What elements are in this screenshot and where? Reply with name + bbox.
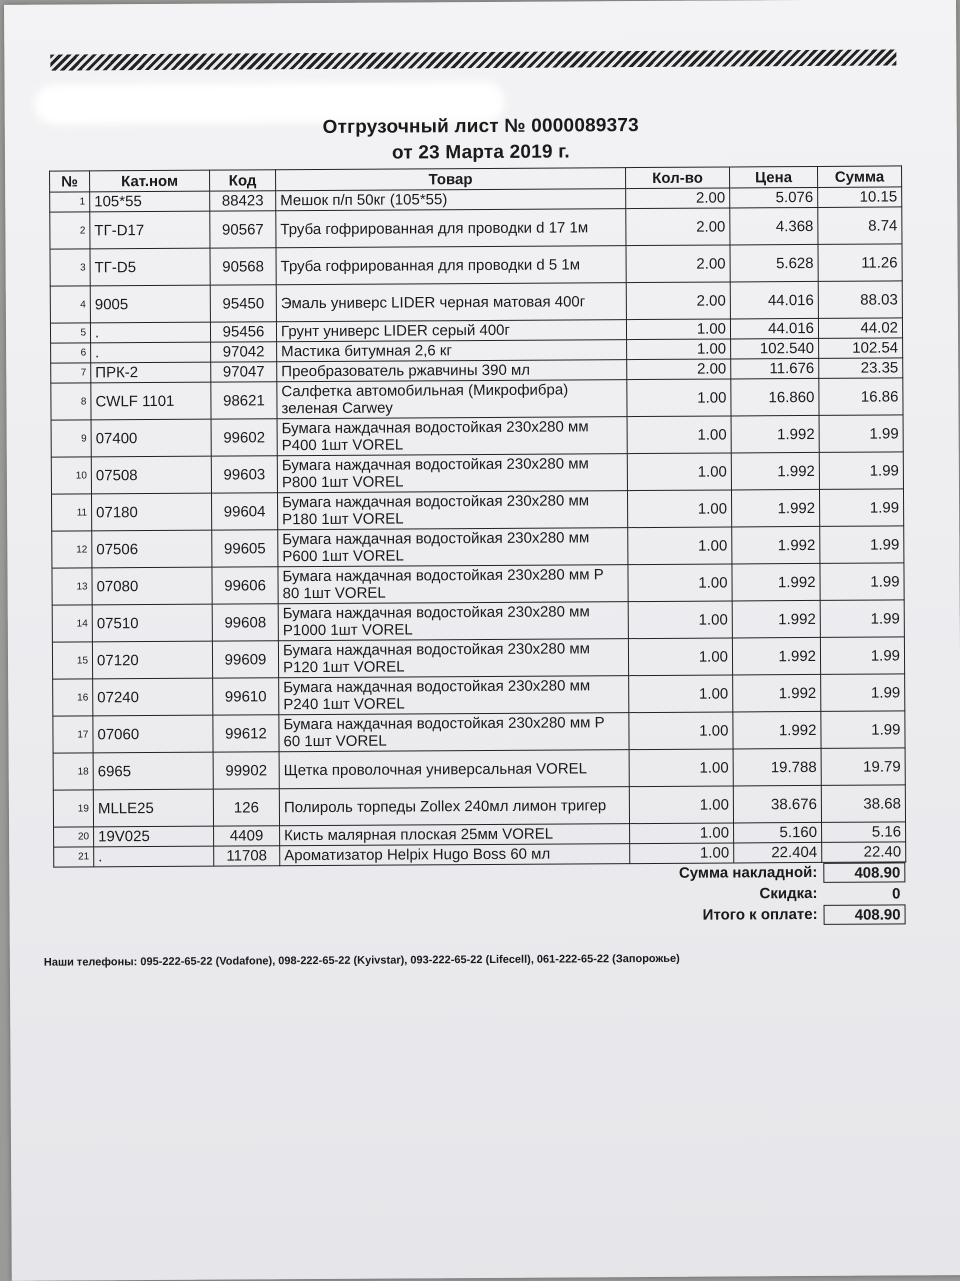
- row-sum-cell: 8.74: [818, 207, 902, 245]
- row-num-cell: 5: [50, 323, 90, 343]
- row-name-cell: Эмаль универс LIDER черная матовая 400г: [276, 283, 626, 322]
- row-num-cell: 20: [54, 827, 94, 847]
- row-cat-cell: ТГ-D17: [90, 211, 210, 249]
- row-cat-cell: 07508: [91, 456, 211, 494]
- row-code-cell: 99610: [213, 678, 279, 715]
- row-sum-cell: 10.15: [818, 187, 902, 208]
- row-name-cell: Преобразователь ржавчины 390 мл: [277, 360, 627, 382]
- row-name-cell: Салфетка автомобильная (Микрофибра) зеленая Carwey: [277, 380, 627, 419]
- row-sum-cell: 1.99: [821, 674, 905, 712]
- row-cat-cell: 6965: [93, 752, 213, 790]
- row-price-cell: 38.676: [733, 785, 821, 823]
- row-name-cell: Кисть малярная плоская 25мм VOREL: [280, 824, 630, 846]
- row-cat-cell: 07060: [93, 715, 213, 753]
- row-sum-cell: 19.79: [821, 748, 905, 786]
- row-qty-cell: 1.00: [629, 675, 733, 713]
- row-qty-cell: 1.00: [627, 379, 731, 417]
- row-name-cell: Бумага наждачная водостойкая 230х280 мм P 60 1шт VOREL: [279, 713, 629, 752]
- row-code-cell: 99612: [213, 715, 279, 752]
- document-sheet: [4, 0, 960, 1281]
- row-name-cell: Мешок п/п 50кг (105*55): [276, 189, 626, 211]
- row-qty-cell: 1.00: [628, 638, 732, 676]
- row-price-cell: 1.992: [733, 711, 821, 749]
- row-cat-cell: 07400: [91, 419, 211, 457]
- row-num-cell: 18: [53, 753, 93, 790]
- row-name-cell: Бумага наждачная водостойкая 230х280 мм P800 1шт VOREL: [277, 454, 627, 493]
- row-sum-cell: 1.99: [820, 563, 904, 601]
- row-code-cell: 90567: [210, 211, 276, 248]
- row-qty-cell: 1.00: [628, 527, 732, 565]
- row-price-cell: 5.628: [730, 244, 818, 282]
- row-name-cell: Бумага наждачная водостойкая 230х280 мм P600 1шт VOREL: [278, 528, 628, 567]
- row-sum-cell: 11.26: [818, 244, 902, 282]
- row-cat-cell: 07240: [93, 678, 213, 716]
- row-price-cell: 1.992: [732, 600, 820, 638]
- row-sum-cell: 16.86: [819, 378, 903, 416]
- table-row: [51, 452, 903, 494]
- row-sum-cell: 23.35: [819, 358, 903, 379]
- row-num-cell: 11: [51, 494, 91, 531]
- row-code-cell: 4409: [214, 826, 280, 846]
- row-name-cell: Грунт универс LIDER серый 400г: [276, 320, 626, 342]
- row-sum-cell: 44.02: [818, 318, 902, 339]
- row-num-cell: 7: [51, 363, 91, 383]
- document-date: от 23 Марта 2019 г.: [391, 141, 570, 164]
- row-cat-cell: MLLE25: [93, 789, 213, 827]
- row-cat-cell: 07080: [92, 567, 212, 605]
- row-num-cell: 8: [51, 383, 91, 420]
- table-row: [51, 489, 903, 531]
- items-table: [49, 165, 906, 867]
- row-name-cell: Бумага наждачная водостойкая 230х280 мм P 80 1шт VOREL: [278, 565, 628, 604]
- row-sum-cell: 88.03: [818, 281, 902, 319]
- footer-phones: Наши телефоны: 095-222-65-22 (Vodafone), 098-222-65-22 (Kyivstar), 093-222-65-22 (Lifecell), 061-222-65-22 (Запорожье): [43, 952, 680, 969]
- totals-block: [569, 861, 905, 926]
- to-pay-row: [570, 903, 906, 926]
- invoice-sum-row: [569, 861, 905, 884]
- row-price-cell: 1.992: [731, 452, 819, 490]
- row-price-cell: 5.160: [734, 822, 822, 843]
- row-cat-cell: 07180: [91, 493, 211, 531]
- row-num-cell: 2: [50, 212, 90, 249]
- row-cat-cell: 07510: [92, 604, 212, 642]
- header-qty: Кол-во: [626, 167, 730, 189]
- row-code-cell: 99606: [212, 567, 278, 604]
- row-num-cell: 1: [50, 192, 90, 212]
- row-sum-cell: 1.99: [819, 489, 903, 527]
- row-num-cell: 10: [51, 457, 91, 494]
- row-code-cell: 99604: [211, 493, 277, 530]
- table-row: [53, 711, 905, 753]
- row-name-cell: Труба гофрированная для проводки d 17 1м: [276, 209, 626, 248]
- row-sum-cell: 1.99: [820, 600, 904, 638]
- header-num: №: [50, 171, 90, 192]
- table-row: [53, 748, 905, 790]
- row-code-cell: 99603: [211, 456, 277, 493]
- table-row: [50, 281, 902, 323]
- row-code-cell: 95456: [210, 322, 276, 342]
- row-sum-cell: 1.99: [820, 526, 904, 564]
- row-price-cell: 44.016: [730, 281, 818, 319]
- row-sum-cell: 102.54: [819, 338, 903, 359]
- row-num-cell: 6: [51, 343, 91, 363]
- row-qty-cell: 2.00: [626, 282, 730, 320]
- row-qty-cell: 2.00: [626, 245, 730, 283]
- row-sum-cell: 38.68: [821, 785, 905, 823]
- row-qty-cell: 1.00: [627, 416, 731, 454]
- row-name-cell: Полироль торпеды Zollex 240мл лимон тригер: [279, 787, 629, 826]
- document-title: Отгрузочный лист № 0000089373: [322, 115, 639, 138]
- discount-value: 0: [892, 884, 901, 902]
- row-sum-cell: 1.99: [819, 415, 903, 453]
- row-num-cell: 14: [52, 605, 92, 642]
- row-qty-cell: 1.00: [630, 823, 734, 844]
- row-cat-cell: ТГ-D5: [90, 248, 210, 286]
- row-price-cell: 1.992: [731, 489, 819, 527]
- table-row: [53, 785, 905, 827]
- row-code-cell: 90568: [210, 248, 276, 285]
- row-num-cell: 16: [53, 679, 93, 716]
- row-code-cell: 99608: [212, 604, 278, 641]
- row-qty-cell: 2.00: [626, 188, 730, 209]
- row-cat-cell: 19V025: [94, 826, 214, 847]
- to-pay-label: Итого к оплате:: [702, 905, 818, 924]
- to-pay-value: 408.90: [824, 904, 906, 925]
- row-qty-cell: 1.00: [628, 601, 732, 639]
- row-cat-cell: .: [90, 322, 210, 343]
- row-code-cell: 11708: [214, 846, 280, 866]
- table-row: [51, 415, 903, 457]
- hatched-header-bar: [50, 49, 896, 70]
- row-code-cell: 126: [213, 789, 279, 826]
- row-code-cell: 99902: [213, 752, 279, 789]
- row-num-cell: 9: [51, 420, 91, 457]
- row-price-cell: 1.992: [733, 674, 821, 712]
- row-price-cell: 1.992: [731, 415, 819, 453]
- table-row: [52, 637, 904, 679]
- row-num-cell: 13: [52, 568, 92, 605]
- row-num-cell: 12: [52, 531, 92, 568]
- row-qty-cell: 1.00: [629, 712, 733, 750]
- table-row: [51, 378, 903, 420]
- table-row: [52, 600, 904, 642]
- row-num-cell: 3: [50, 249, 90, 286]
- row-qty-cell: 1.00: [629, 786, 733, 824]
- row-num-cell: 19: [53, 790, 93, 827]
- row-price-cell: 16.860: [731, 378, 819, 416]
- row-qty-cell: 1.00: [627, 339, 731, 360]
- row-qty-cell: 1.00: [630, 843, 734, 864]
- discount-row: [569, 882, 905, 905]
- row-name-cell: Бумага наждачная водостойкая 230х280 мм P180 1шт VOREL: [277, 491, 627, 530]
- header-name: Товар: [276, 168, 626, 191]
- row-name-cell: Бумага наждачная водостойкая 230х280 мм P120 1шт VOREL: [278, 639, 628, 678]
- row-qty-cell: 1.00: [626, 319, 730, 340]
- row-cat-cell: 9005: [90, 285, 210, 323]
- row-sum-cell: 22.40: [822, 842, 906, 863]
- row-sum-cell: 1.99: [819, 452, 903, 490]
- row-name-cell: Щетка проволочная универсальная VOREL: [279, 750, 629, 789]
- row-cat-cell: 07506: [92, 530, 212, 568]
- row-qty-cell: 2.00: [626, 208, 730, 246]
- row-num-cell: 21: [54, 847, 94, 867]
- row-cat-cell: 07120: [92, 641, 212, 679]
- row-qty-cell: 2.00: [627, 359, 731, 380]
- header-sum: Сумма: [818, 166, 902, 188]
- row-cat-cell: 105*55: [90, 191, 210, 212]
- row-cat-cell: .: [94, 846, 214, 867]
- row-code-cell: 97047: [211, 362, 277, 382]
- row-code-cell: 99609: [212, 641, 278, 678]
- row-price-cell: 11.676: [731, 358, 819, 379]
- invoice-sum-label: Сумма накладной:: [678, 863, 818, 882]
- row-price-cell: 19.788: [733, 748, 821, 786]
- row-price-cell: 1.992: [732, 637, 820, 675]
- table-row: [53, 674, 905, 716]
- row-name-cell: Мастика битумная 2,6 кг: [277, 340, 627, 362]
- row-code-cell: 88423: [210, 191, 276, 211]
- row-num-cell: 17: [53, 716, 93, 753]
- row-cat-cell: .: [91, 342, 211, 363]
- row-name-cell: Бумага наждачная водостойкая 230х280 мм P400 1шт VOREL: [277, 417, 627, 456]
- row-cat-cell: ПРК-2: [91, 362, 211, 383]
- row-cat-cell: CWLF 1101: [91, 382, 211, 420]
- row-name-cell: Ароматизатор Helpix Hugo Boss 60 мл: [280, 844, 630, 866]
- row-price-cell: 1.992: [732, 526, 820, 564]
- row-qty-cell: 1.00: [628, 564, 732, 602]
- row-name-cell: Труба гофрированная для проводки d 5 1м: [276, 246, 626, 285]
- row-price-cell: 22.404: [734, 842, 822, 863]
- row-price-cell: 5.076: [730, 187, 818, 208]
- row-name-cell: Бумага наждачная водостойкая 230х280 мм P1000 1шт VOREL: [278, 602, 628, 641]
- row-sum-cell: 1.99: [821, 711, 905, 749]
- row-price-cell: 44.016: [730, 318, 818, 339]
- row-sum-cell: 1.99: [820, 637, 904, 675]
- header-code: Код: [210, 170, 276, 191]
- row-num-cell: 4: [50, 286, 90, 323]
- row-qty-cell: 1.00: [627, 453, 731, 491]
- table-row: [52, 526, 904, 568]
- header-price: Цена: [730, 166, 818, 188]
- row-price-cell: 4.368: [730, 207, 818, 245]
- discount-label: Скидка:: [759, 884, 818, 903]
- row-code-cell: 99602: [211, 419, 277, 456]
- table-row: [52, 563, 904, 605]
- invoice-sum-value: 408.90: [823, 862, 905, 883]
- row-name-cell: Бумага наждачная водостойкая 230х280 мм P240 1шт VOREL: [279, 676, 629, 715]
- row-price-cell: 1.992: [732, 563, 820, 601]
- row-code-cell: 99605: [212, 530, 278, 567]
- table-row: [50, 244, 902, 286]
- row-sum-cell: 5.16: [822, 822, 906, 843]
- row-qty-cell: 1.00: [629, 749, 733, 787]
- row-num-cell: 15: [52, 642, 92, 679]
- table-body: [50, 187, 906, 867]
- header-cat: Кат.ном: [90, 170, 210, 192]
- row-price-cell: 102.540: [731, 338, 819, 359]
- row-code-cell: 95450: [210, 285, 276, 322]
- row-code-cell: 98621: [211, 382, 277, 419]
- row-code-cell: 97042: [211, 342, 277, 362]
- row-qty-cell: 1.00: [627, 490, 731, 528]
- table-row: [50, 207, 902, 249]
